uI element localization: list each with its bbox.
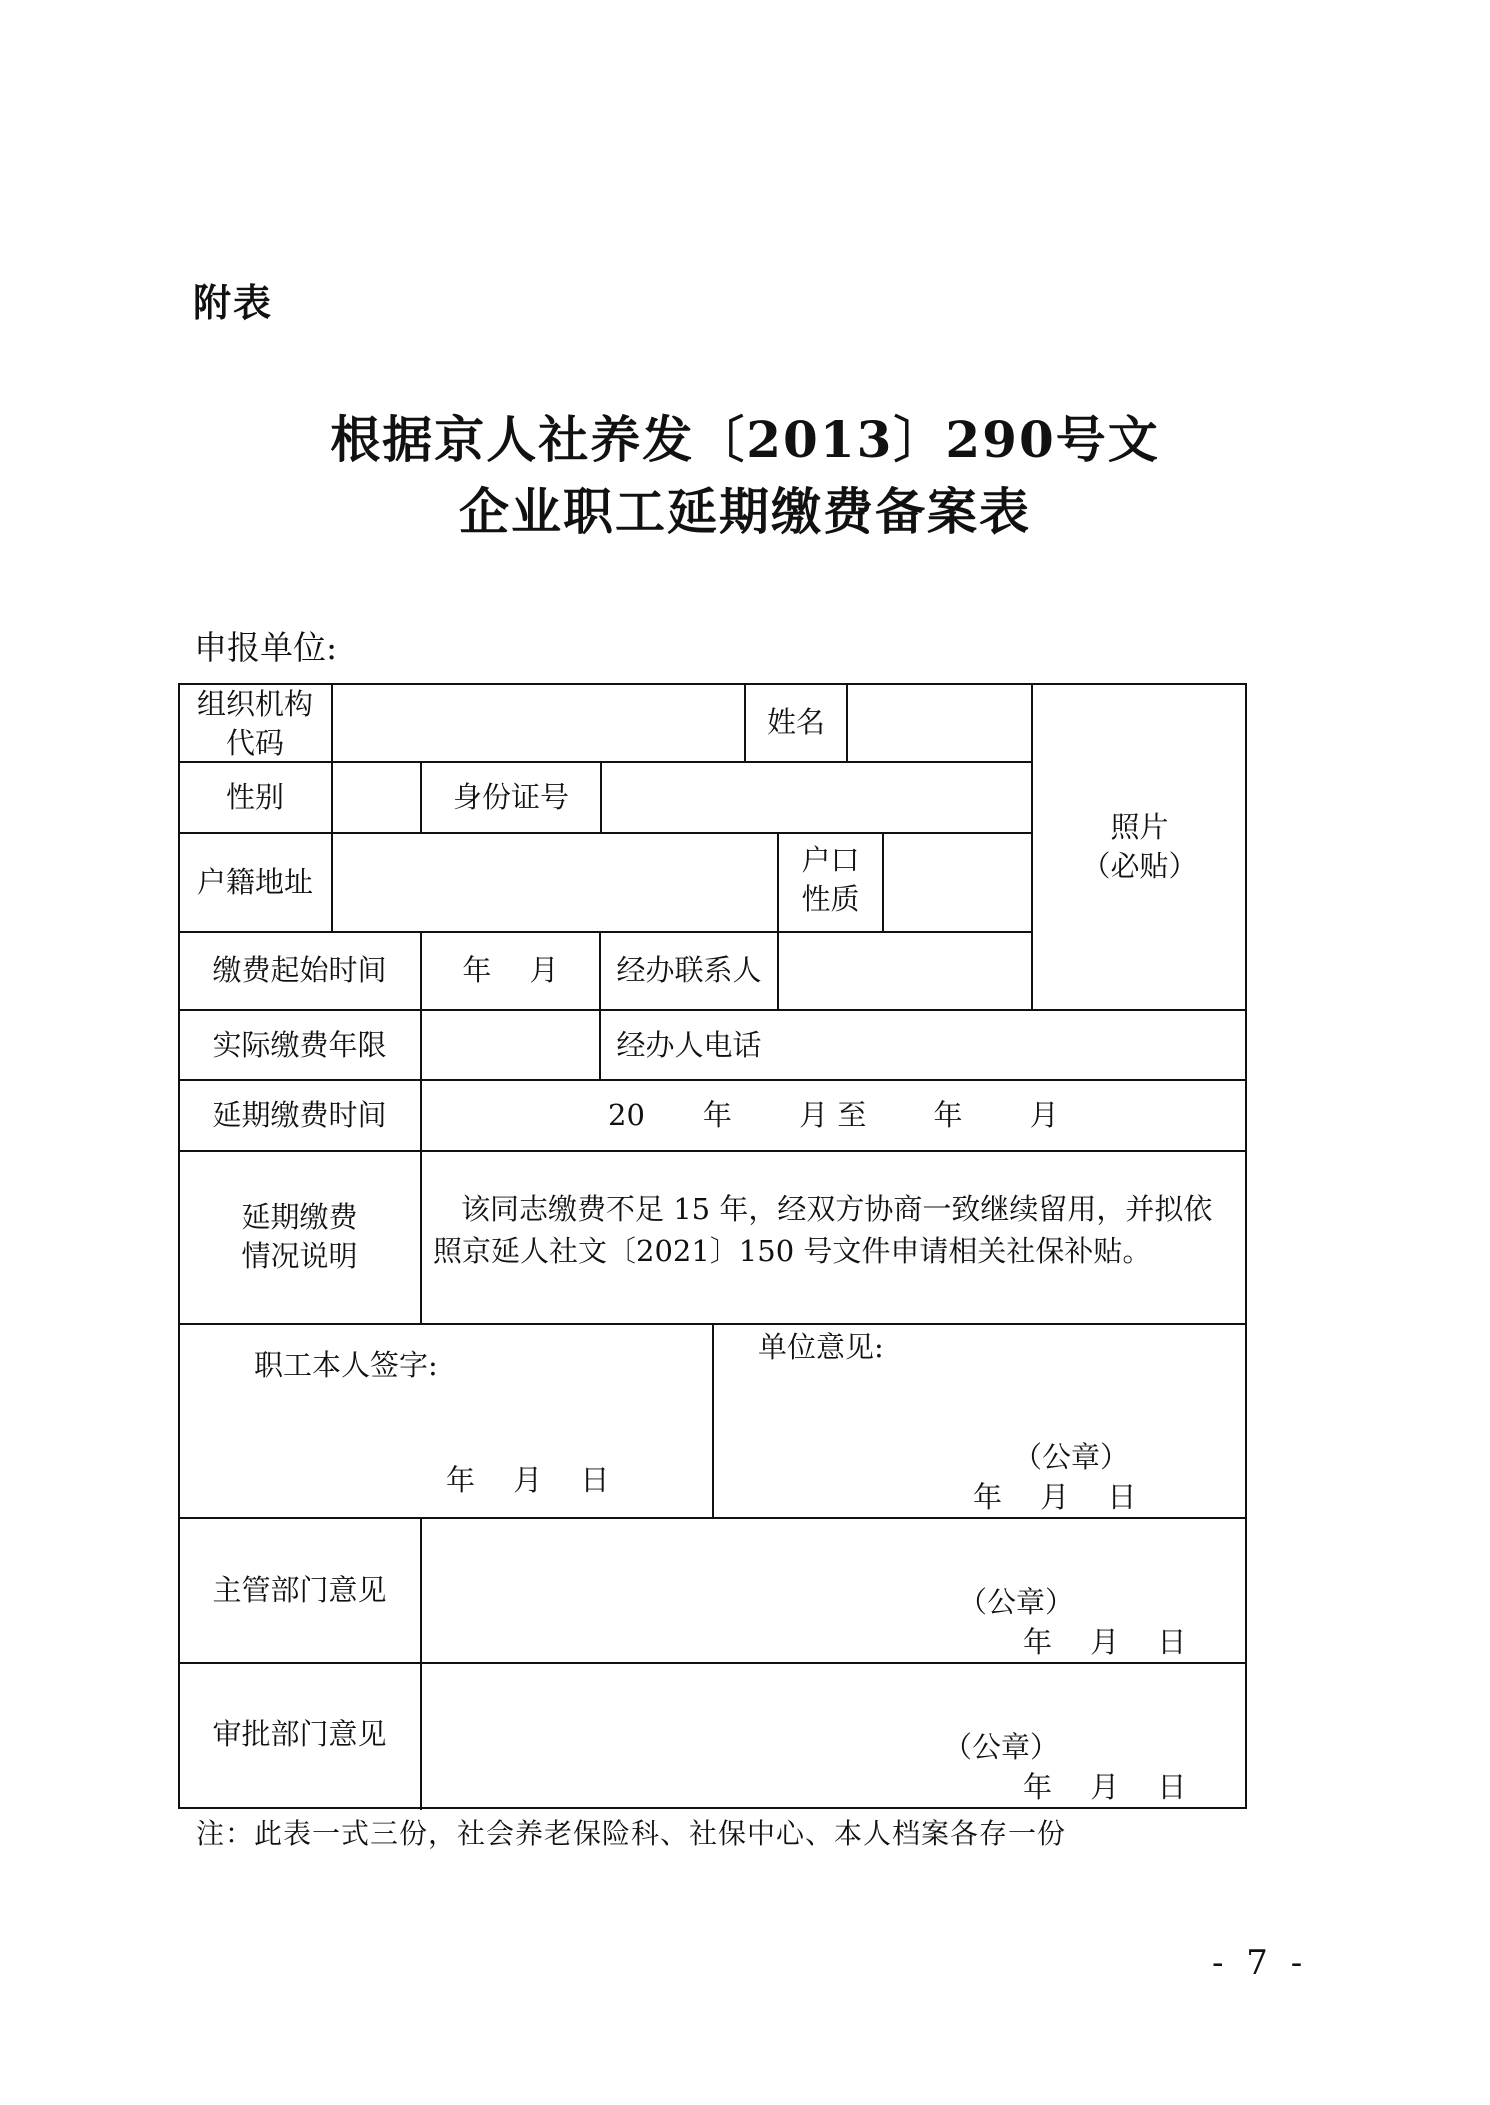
form-title-line2: 企业职工延期缴费备案表 bbox=[459, 482, 1031, 541]
supervisor-date: 年 月 日 bbox=[1023, 1625, 1187, 1659]
filing-form-table bbox=[178, 683, 1247, 1810]
unit-date: 年 月 日 bbox=[973, 1480, 1137, 1514]
approval-seal: （公章） bbox=[943, 1730, 1060, 1764]
deferred-period-value: 20 年 月 至 年 月 bbox=[608, 1098, 1059, 1132]
employee-signature-label: 职工本人签字: bbox=[254, 1348, 438, 1382]
handler-contact-label: 经办联系人 bbox=[616, 953, 762, 987]
deferred-desc-text: 该同志缴费不足 15 年，经双方协商一致继续留用，并拟依 照京延人社文〔2021〕150 号文件申请相关社保补贴。 bbox=[433, 1192, 1213, 1269]
employee-date: 年 月 日 bbox=[446, 1463, 610, 1497]
payment-start-year-month: 年 月 bbox=[462, 953, 559, 987]
attachment-label: 附表 bbox=[193, 280, 274, 325]
name-label: 姓名 bbox=[766, 705, 825, 739]
applicant-unit-label: 申报单位: bbox=[194, 628, 338, 667]
deferred-desc-label: 延期缴费 情况说明 bbox=[241, 1200, 358, 1274]
gender-label: 性别 bbox=[225, 780, 284, 814]
form-title-line1: 根据京人社养发〔2013〕290号文 bbox=[330, 410, 1160, 469]
actual-payment-years-label: 实际缴费年限 bbox=[212, 1028, 387, 1062]
unit-opinion-label: 单位意见: bbox=[758, 1330, 884, 1364]
approval-date: 年 月 日 bbox=[1023, 1770, 1187, 1804]
unit-seal: （公章） bbox=[1013, 1440, 1130, 1474]
footer-note: 注：此表一式三份，社会养老保险科、社保中心、本人档案各存一份 bbox=[196, 1817, 1067, 1850]
approval-opinion-label: 审批部门意见 bbox=[212, 1717, 387, 1751]
supervisor-opinion-label: 主管部门意见 bbox=[212, 1573, 387, 1607]
org-code-label: 组织机构 代码 bbox=[196, 687, 313, 761]
deferred-payment-time-label: 延期缴费时间 bbox=[212, 1098, 387, 1132]
supervisor-seal: （公章） bbox=[958, 1585, 1075, 1619]
household-address-label: 户籍地址 bbox=[196, 865, 313, 899]
handler-phone-label: 经办人电话 bbox=[616, 1028, 762, 1062]
page-number: - 7 - bbox=[1212, 1943, 1309, 1983]
photo-placeholder: 照片 （必贴） bbox=[1081, 810, 1198, 884]
hukou-type-label: 户口 性质 bbox=[801, 843, 860, 917]
id-number-label: 身份证号 bbox=[452, 780, 569, 814]
payment-start-time-label: 缴费起始时间 bbox=[212, 953, 387, 987]
